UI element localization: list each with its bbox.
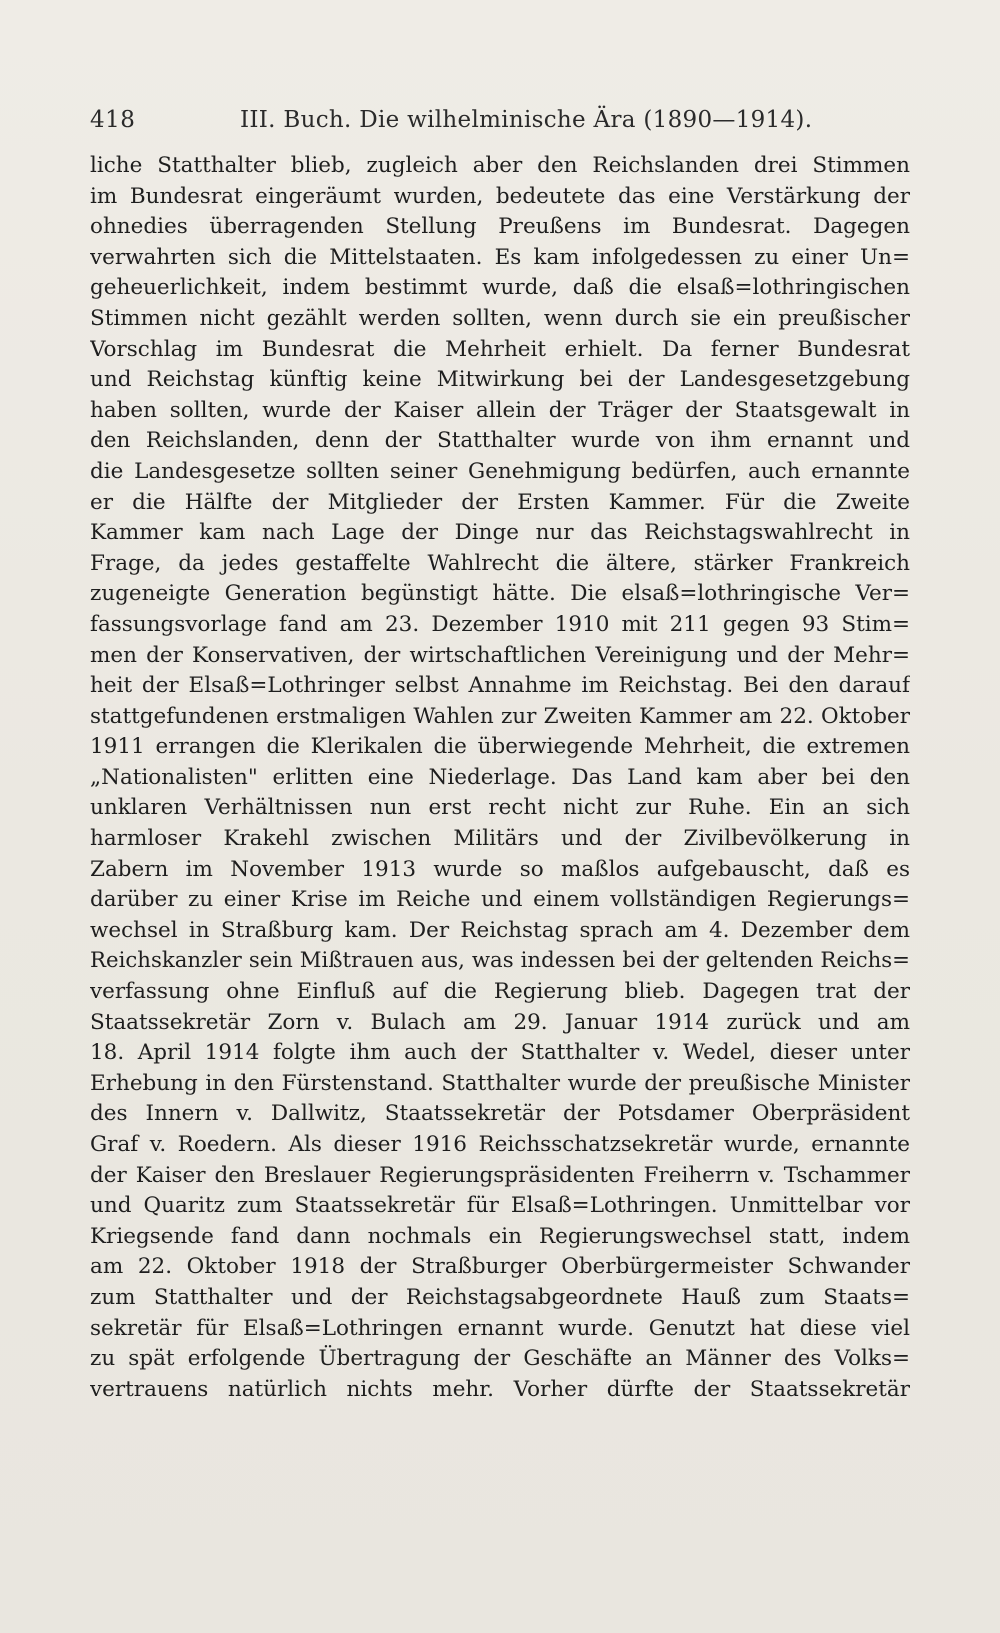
text-line: stattgefundenen erstmaligen Wahlen zur Zweiten Kammer am 22. Oktober [90,703,910,729]
text-line: zugeneigte Generation begünstigt hätte. Die elsaß=lothringische Ver= [90,581,910,607]
text-line: er die Hälfte der Mitglieder der Ersten Kammer. Für die Zweite [90,489,910,515]
text-line: im Bundesrat eingeräumt wurden, bedeutete das eine Verstärkung der [90,183,910,209]
text-line: 1911 errangen die Klerikalen die überwiegende Mehrheit, die extremen [90,734,910,760]
text-line: vertrauens natürlich nichts mehr. Vorher dürfte der Staatssekretär [90,1376,910,1402]
text-line: Staatssekretär Zorn v. Bulach am 29. Januar 1914 zurück und am [90,1009,910,1035]
text-line: unklaren Verhältnissen nun erst recht nicht zur Ruhe. Ein an sich [90,795,910,821]
text-line: Frage, da jedes gestaffelte Wahlrecht die ältere, stärker Frankreich [90,550,910,576]
text-line: Kammer kam nach Lage der Dinge nur das Reichstagswahlrecht in [90,520,910,546]
body-text [90,151,910,1405]
text-line: sekretär für Elsaß=Lothringen ernannt wurde. Genutzt hat diese viel [90,1315,910,1341]
text-line: Zabern im November 1913 wurde so maßlos aufgebauscht, daß es [90,856,910,882]
text-line: heit der Elsaß=Lothringer selbst Annahme im Reichstag. Bei den darauf [90,673,910,699]
text-line: der Kaiser den Breslauer Regierungspräsidenten Freiherrn v. Tschammer [90,1162,910,1188]
text-line: liche Statthalter blieb, zugleich aber den Reichslanden drei Stimmen [90,153,910,178]
text-line: die Landesgesetze sollten seiner Genehmigung bedürfen, auch ernannte [90,458,910,484]
text-line: am 22. Oktober 1918 der Straßburger Oberbürgermeister Schwander [90,1254,910,1280]
text-line: harmloser Krakehl zwischen Militärs und der Zivilbevölkerung in [90,826,910,852]
text-line: darüber zu einer Krise im Reiche und einem vollständigen Regierungs= [90,887,910,913]
text-line: Erhebung in den Fürstenstand. Statthalter wurde der preußische Minister [90,1070,910,1096]
text-line: 18. April 1914 folgte ihm auch der Statthalter v. Wedel, dieser unter [90,1040,910,1066]
page-header [90,100,910,140]
text-line: und Reichstag künftig keine Mitwirkung bei der Landesgesetzgebung [90,367,910,393]
text-line: haben sollten, wurde der Kaiser allein der Träger der Staatsgewalt in [90,397,910,423]
text-line: zu spät erfolgende Übertragung der Geschäfte an Männer des Volks= [90,1346,910,1372]
text-line: wechsel in Straßburg kam. Der Reichstag sprach am 4. Dezember dem [90,917,910,943]
text-line: Stimmen nicht gezählt werden sollten, wenn durch sie ein preußischer [90,305,910,331]
text-line: Reichskanzler sein Mißtrauen aus, was indessen bei der geltenden Reichs= [90,948,910,974]
page-number: 418 [90,107,136,133]
text-line: men der Konservativen, der wirtschaftlichen Vereinigung und der Mehr= [90,642,910,668]
text-line: geheuerlichkeit, indem bestimmt wurde, daß die elsaß=lothringischen [90,275,910,301]
text-line: Vorschlag im Bundesrat die Mehrheit erhielt. Da ferner Bundesrat [90,336,910,362]
text-line: „Nationalisten" erlitten eine Niederlage. Das Land kam aber bei den [90,764,910,790]
text-line: verfassung ohne Einfluß auf die Regierung blieb. Dagegen trat der [90,979,910,1005]
text-line: verwahrten sich die Mittelstaaten. Es kam infolgedessen zu einer Un= [90,244,910,270]
text-line: Kriegsende fand dann nochmals ein Regierungswechsel statt, indem [90,1223,910,1249]
text-line: ohnedies überragenden Stellung Preußens im Bundesrat. Dagegen [90,214,910,240]
running-head: III. Buch. Die wilhelminische Ära (1890—1914). [240,107,813,133]
text-line: Graf v. Roedern. Als dieser 1916 Reichsschatzsekretär wurde, ernannte [90,1132,910,1157]
text-line: des Innern v. Dallwitz, Staatssekretär der Potsdamer Oberpräsident [90,1101,910,1127]
text-line: den Reichslanden, denn der Statthalter wurde von ihm ernannt und [90,428,910,454]
text-line: zum Statthalter und der Reichstagsabgeordnete Hauß zum Staats= [90,1284,910,1310]
text-line: und Quaritz zum Staatssekretär für Elsaß=Lothringen. Unmittelbar vor [90,1193,910,1219]
text-line: fassungsvorlage fand am 23. Dezember 1910 mit 211 gegen 93 Stim= [90,611,910,637]
